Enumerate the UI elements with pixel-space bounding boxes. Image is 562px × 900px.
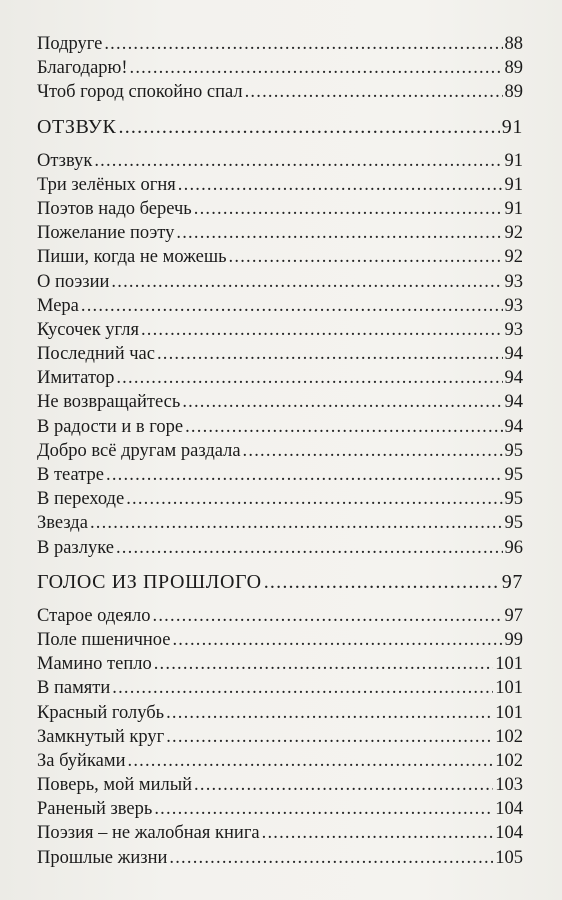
toc-entry [37, 294, 523, 318]
toc-entry [37, 390, 523, 414]
toc-entry [37, 821, 523, 845]
toc-entry-title: Три зелёных огня [37, 174, 176, 195]
toc-entry-title: В переходе [37, 489, 125, 510]
toc-entry [37, 846, 523, 870]
toc-entry [37, 415, 523, 439]
dot-leader [194, 773, 493, 797]
toc-entry-title: Подруге [37, 34, 103, 54]
dot-leader [243, 439, 503, 463]
toc-section-heading [37, 105, 523, 149]
toc-entry-title: Последний час [37, 344, 155, 365]
toc-entry-title: Пиши, когда не можешь [37, 247, 227, 268]
toc-entry-title: Не возвращайтесь [37, 392, 181, 413]
dot-leader [81, 294, 503, 318]
toc-page-number: 99 [504, 629, 523, 650]
toc-entry [37, 80, 523, 104]
dot-leader [112, 676, 493, 700]
toc-page-number: 94 [504, 344, 523, 365]
toc-entry-title: Красный голубь [37, 702, 165, 723]
toc-page-number: 95 [504, 489, 523, 510]
toc-entry [37, 511, 523, 535]
dot-leader [90, 511, 503, 535]
toc-entry-title: ОТЗВУК [37, 115, 117, 138]
toc-page-number: 102 [495, 726, 523, 747]
toc-entry-title: В радости и в горе [37, 416, 184, 437]
dot-leader [130, 56, 503, 80]
toc-entry-title: Мера [37, 295, 79, 316]
dot-leader [182, 390, 502, 414]
toc-entry-title: Отзвук [37, 150, 93, 171]
toc-page-number: 93 [504, 319, 523, 340]
toc-entry [37, 749, 523, 773]
dot-leader [185, 415, 502, 439]
dot-leader [178, 173, 503, 197]
toc-page-number: 95 [504, 513, 523, 534]
toc-entry [37, 366, 523, 390]
toc-entry-title: Замкнутый круг [37, 726, 165, 747]
toc-entry-title: Поэзия – не жалобная книга [37, 823, 260, 844]
dot-leader [176, 221, 502, 245]
toc-page-number: 97 [501, 570, 523, 593]
toc-entry-title: Добро всё другам раздала [37, 440, 241, 461]
toc-entry-title: Старое одеяло [37, 605, 151, 626]
toc-entry-title: Пожелание поэту [37, 223, 175, 244]
dot-leader [126, 487, 502, 511]
toc-page-number: 95 [504, 465, 523, 485]
toc-entry-title: В памяти [37, 678, 111, 699]
toc-page-number: 92 [504, 247, 523, 268]
dot-leader [116, 366, 502, 390]
toc-page-number: 101 [495, 654, 523, 675]
toc-entry-title: Раненый зверь [37, 799, 153, 820]
toc-page-number: 89 [504, 82, 523, 103]
toc-page-number: 92 [504, 223, 523, 244]
toc-page-number: 105 [495, 847, 523, 868]
toc-page-number: 89 [504, 58, 523, 79]
toc-entry [37, 797, 523, 821]
dot-leader [141, 318, 503, 342]
toc-page-number: 94 [504, 416, 523, 437]
dot-leader [119, 105, 500, 149]
toc-page-number: 101 [495, 678, 523, 699]
toc-page-number: 91 [504, 198, 523, 219]
toc-entry [37, 463, 523, 487]
toc-page-number: 95 [504, 440, 523, 461]
toc-entry-title: Поэтов надо беречь [37, 198, 192, 219]
dot-leader [154, 652, 494, 676]
toc-entry-title: Звезда [37, 513, 88, 534]
toc-page-number: 94 [504, 368, 523, 389]
toc-entry [37, 725, 523, 749]
toc-entry [37, 701, 523, 725]
toc-entry [37, 221, 523, 245]
table-of-contents [37, 32, 523, 870]
toc-entry-title: Имитатор [37, 368, 115, 389]
toc-entry [37, 628, 523, 652]
toc-entry-title: В разлуке [37, 537, 114, 558]
dot-leader [172, 628, 502, 652]
toc-entry [37, 536, 523, 560]
dot-leader [166, 701, 493, 725]
toc-entry-title: Благодарю! [37, 58, 128, 79]
toc-entry [37, 197, 523, 221]
toc-page-number: 97 [504, 605, 523, 626]
toc-entry [37, 676, 523, 700]
toc-page-number: 103 [495, 775, 523, 796]
dot-leader [106, 463, 503, 487]
dot-leader [264, 560, 500, 604]
toc-entry [37, 270, 523, 294]
toc-page-number: 94 [504, 392, 523, 413]
dot-leader [169, 846, 493, 870]
toc-page-number: 104 [495, 799, 523, 820]
toc-entry-title: В театре [37, 465, 104, 485]
toc-page-number: 104 [495, 823, 523, 844]
dot-leader [154, 797, 493, 821]
toc-entry [37, 173, 523, 197]
toc-entry [37, 342, 523, 366]
toc-page-number: 91 [504, 150, 523, 171]
toc-page-number: 88 [504, 34, 523, 54]
dot-leader [111, 270, 502, 294]
toc-entry-title: О поэзии [37, 271, 110, 292]
dot-leader [94, 149, 502, 173]
dot-leader [262, 821, 494, 845]
toc-entry-title: ГОЛОС ИЗ ПРОШЛОГО [37, 570, 262, 593]
toc-entry [37, 318, 523, 342]
dot-leader [153, 604, 503, 628]
toc-page-number: 93 [504, 295, 523, 316]
dot-leader [128, 749, 494, 773]
toc-entry-title: Прошлые жизни [37, 847, 168, 868]
dot-leader [194, 197, 503, 221]
toc-entry [37, 773, 523, 797]
toc-entry-title: Кусочек угля [37, 319, 139, 340]
dot-leader [157, 342, 503, 366]
toc-page-number: 96 [504, 537, 523, 558]
dot-leader [245, 80, 503, 104]
dot-leader [116, 536, 503, 560]
toc-entry [37, 245, 523, 269]
toc-entry [37, 56, 523, 80]
toc-entry [37, 32, 523, 56]
toc-section-heading [37, 560, 523, 604]
toc-entry [37, 439, 523, 463]
toc-entry [37, 652, 523, 676]
toc-page-number: 101 [495, 702, 523, 723]
toc-entry-title: За буйками [37, 750, 126, 771]
toc-entry-title: Поле пшеничное [37, 629, 171, 650]
dot-leader [229, 245, 503, 269]
toc-page-number: 102 [495, 750, 523, 771]
toc-page-number: 93 [504, 271, 523, 292]
toc-entry-title: Мамино тепло [37, 654, 152, 675]
dot-leader [166, 725, 493, 749]
toc-entry-title: Чтоб город спокойно спал [37, 82, 243, 103]
toc-page-number: 91 [504, 174, 523, 195]
toc-entry [37, 149, 523, 173]
dot-leader [104, 32, 502, 56]
toc-page-number: 91 [501, 115, 523, 138]
toc-entry [37, 604, 523, 628]
toc-entry-title: Поверь, мой милый [37, 775, 193, 796]
toc-entry [37, 487, 523, 511]
